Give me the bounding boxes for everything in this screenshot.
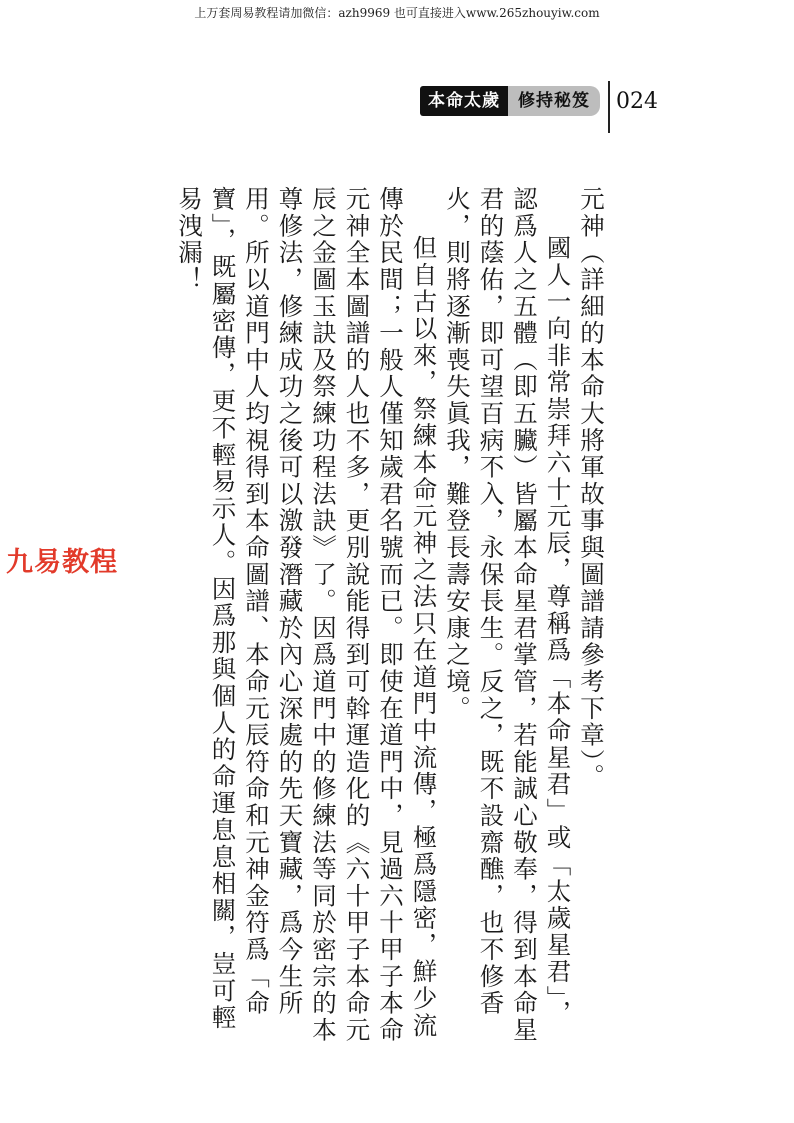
body-text — [173, 186, 609, 1046]
top-banner: 上万套周易教程请加微信：azh9969 也可直接进入www.265zhouyiw.com — [194, 6, 600, 20]
running-header — [420, 82, 658, 120]
paragraph-1: 元神（詳細的本命大將軍故事與圖譜請參考下章）。 — [577, 186, 606, 791]
book-subtitle: 修持秘笈 — [508, 86, 600, 116]
paragraph-2: 國人一向非常崇拜六十元辰，尊稱爲「本命星君」或「太歲星君」，認爲人之五體（即五臟）皆屬本命星君掌管，若能誠心敬奉，得到本命星君的蔭佑，即可望百病不入，永保長生。反之，既不設齋醮，也不修香火，則將逐漸喪失眞我，難登長壽安康之境。 — [443, 186, 573, 1044]
paragraph-3: 但自古以來，祭練本命元神之法只在道門中流傳，極爲隱密，鮮少流傳於民間；一般人僅知歲君名號而已。即使在道門中，見過六十甲子本命元神全本圖譜的人也不多，更別說能得到可斡運造化的《六十甲子本命元辰之金圖玉訣及祭練功程法訣》了。因爲道門中的修練法等同於密宗的本尊修法，修練成功之後可以激發潛藏於內心深處的先天寶藏，爲今生所用。所以道門中人均視得到本命圖譜、本命元辰符命和元神金符爲「命寶」，既屬密傳，更不輕易示人。因爲那與個人的命運息息相關，豈可輕易洩漏！ — [175, 186, 439, 1044]
watermark: 九易教程 — [6, 547, 118, 578]
header-divider — [608, 81, 610, 133]
page-number: 024 — [616, 88, 658, 114]
book-title: 本命太歲 — [420, 86, 508, 116]
